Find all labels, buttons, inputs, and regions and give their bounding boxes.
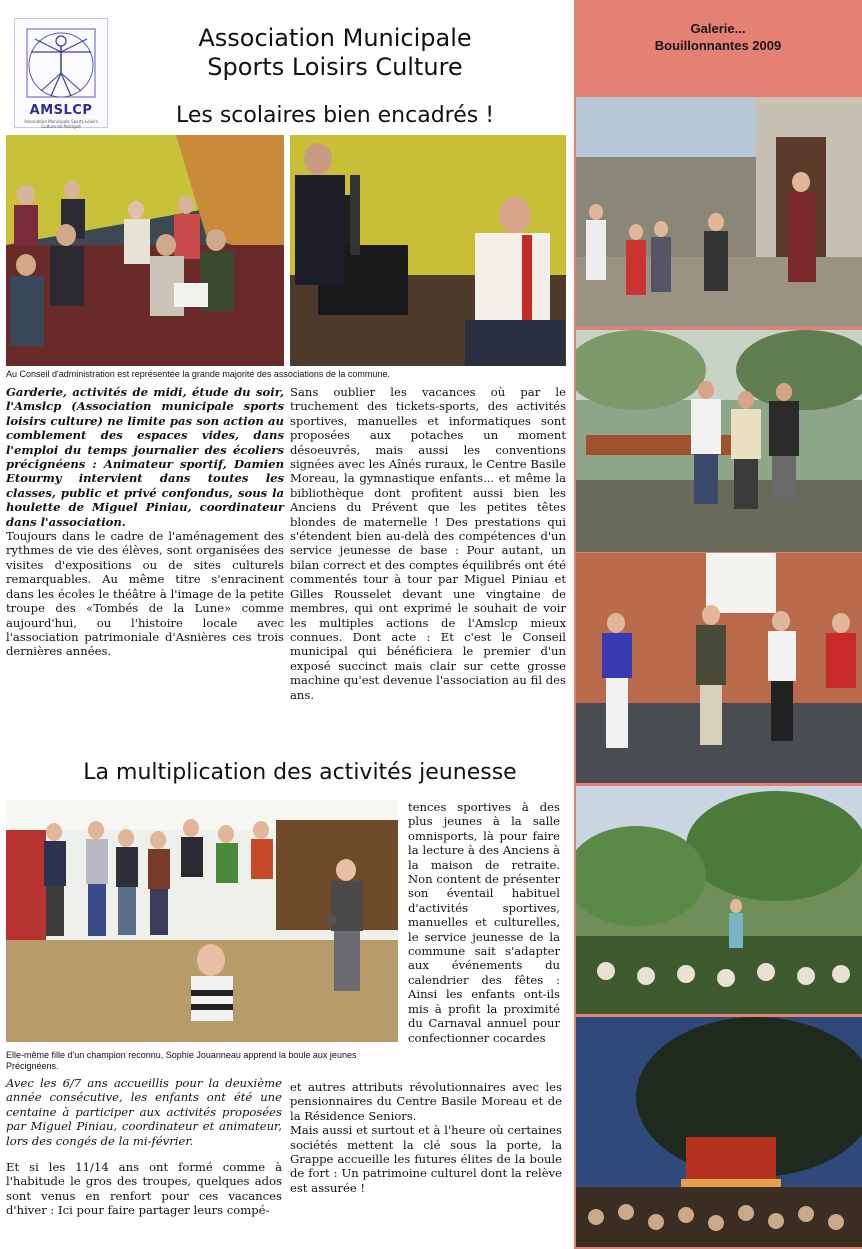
article2-headline: La multiplication des activités jeunesse	[83, 760, 517, 785]
masthead-line-1: Association Municipale	[198, 24, 472, 52]
gallery-title-line-1: Galerie...	[690, 21, 746, 36]
gallery-photo-roast	[576, 330, 862, 552]
gallery-photo-evening-concert	[576, 1017, 862, 1247]
photo-speakers-projector	[290, 135, 566, 366]
gallery-title-line-2: Bouillonnantes 2009	[654, 38, 782, 53]
article2-paragraph-3: Mais aussi et surtout et à l'heure où certaines sociétés mettent la clé sous la porte, la Grappe accueille les futures élites de la boule de fort : Un patrimoine culturel dont la relève est assurée !	[290, 1123, 562, 1195]
gallery-sidebar	[574, 0, 862, 1249]
article1-right-column	[290, 385, 566, 702]
association-logo	[14, 18, 108, 128]
vitruvian-man-icon	[23, 25, 99, 101]
masthead-line-2: Sports Loisirs Culture	[207, 53, 463, 81]
gallery-photo-folk-dance	[576, 553, 862, 783]
article2-paragraph-1: Et si les 11/14 ans ont formé comme à l'habitude le gros des troupes, quelques ados sont venus en renfort pour ces vacances d'hiver : Ici pour faire partager leurs compé-	[6, 1160, 282, 1218]
article2-right-column-top	[408, 800, 560, 1045]
masthead	[150, 24, 520, 82]
article1-photo-caption: Au Conseil d'administration est représentée la grande majorité des associations de la commune.	[6, 369, 390, 379]
article2-lead: Avec les 6/7 ans accueillis pour la deuxième année consécutive, les enfants ont été une centaine à participer aux activités proposées par Miguel Piniau, coordinateur et animateur, lors des congés de la mi-février.	[6, 1076, 282, 1148]
article1-paragraph-2: Sans oublier les vacances où par le truchement des tickets-sports, des activités sportives, manuelles et informatiques sont proposées aux potaches un moment désoeuvrés, mais aussi les conventions signées avec les Aînés ruraux, le Centre Basile Moreau, la gymnastique enfants... et même la bibliothèque dont profitent aussi bien les Anciens du Prévent que les petites têtes blondes de maternelle ! Des prestations qui s'étendent bien au-delà des compétences d'un service jeunesse de base : Pour autant, un bilan correct et des comptes équilibrés ont été commentés tour à tour par Miguel Piniau et Gilles Rousselet devant une vingtaine de membres, qui ont exprimé le souhait de voir les multiples actions de l'Amslcp mieux connues. Dont acte : Et c'est le Conseil municipal qui bénéficiera le premier d'un exposé succinct mais clair sur cette grosse machine qu'est devenue l'association au fil des ans.	[290, 385, 566, 702]
logo-text: AMSLCP	[29, 103, 93, 118]
article2-photo-caption: Elle-même fille d'un champion reconnu, Sophie Jouanneau apprend la boule aux jeunes Précignéens.	[6, 1050, 357, 1071]
article1-paragraph-1: Toujours dans le cadre de l'aménagement des rythmes de vie des élèves, sont organisées des visites d'expositions ou de sites culturels remarquables. Au même titre s'enracinent dans les écoles le théâtre à l'image de la petite troupe des «Tombés de la Lune» comme aujourd'hui, ou l'histoire locale avec l'association patrimoniale d'Asnières ces trois dernières années.	[6, 529, 284, 659]
article2-left-column	[6, 1076, 282, 1218]
article1-headline: Les scolaires bien encadrés !	[175, 103, 495, 128]
article1-lead: Garderie, activités de midi, étude du soir, l'Amslcp (Association municipale sports loisirs culture) ne limite pas son action au comblement des espaces vides, dans l'emploi du temps journalier des écoliers précignéens : Animateur sportif, Damien Etourmy intervient dans toutes les classes, public et privé confondus, sous la houlette de Miguel Piniau, coordinateur dans l'association.	[6, 385, 284, 529]
gallery-title	[574, 20, 862, 54]
article2-right-column-bottom	[290, 1080, 562, 1195]
article2-right-text: tences sportives à des plus jeunes à la salle omnisports, là pour faire la lecture à des Anciens à la maison de retraite. Non content de présenter son éventail habituel d'activités sportives, manuelles et culturelles, le service jeunesse de la commune sait s'adapter aux événements du calendrier des fêtes : Ainsi les enfants ont-ils mis à profit la proximité du Carnaval annuel pour confectionner cocardes	[408, 800, 560, 1045]
gallery-photo-parade	[576, 97, 862, 327]
gallery-photo-outdoor-show	[576, 786, 862, 1014]
logo-subtext: Association Municipale Sports Loisirs Culture de Précigné	[24, 119, 98, 129]
article1-left-column	[6, 385, 284, 659]
article2-paragraph-2: et autres attributs révolutionnaires avec les pensionnaires du Centre Basile Moreau et de la Résidence Seniors.	[290, 1080, 562, 1123]
photo-children-boules	[6, 800, 398, 1042]
photo-council-audience	[6, 135, 284, 366]
